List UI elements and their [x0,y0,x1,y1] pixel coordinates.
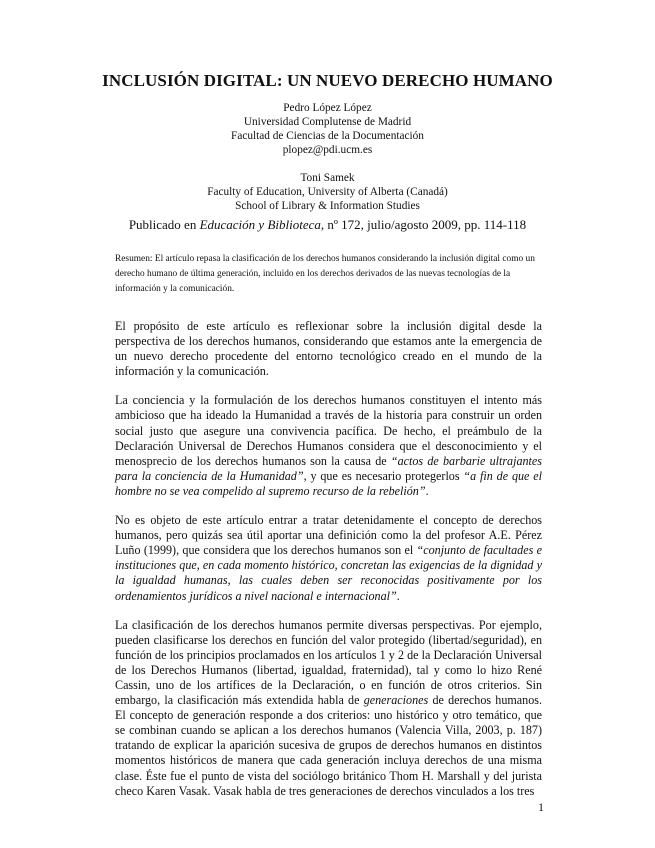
paper-title: INCLUSIÓN DIGITAL: UN NUEVO DERECHO HUMANO [102,71,553,90]
paragraph: La clasificación de los derechos humanos permite diversas perspectivas. Por ejemplo, pueden clasificarse los derechos en función del valor protegido (libertad/seguridad), en función de los principios proclamados en los artículos 1 y 2 de la Declaración Universal de los Derechos Humanos (libertad, igualdad, fraternidad), tal y como lo hizo René Cassin, uno de los artífices de la Declaración, o en función de otros criterios. Sin embargo, la clasificación más extendida habla de generaciones de derechos humanos. El concepto de generación responde a dos criterios: uno histórico y otro temático, que se combinan cuando se aplican a los derechos humanos (Valencia Villa, 2003, p. 187) tratando de explicar la aparición sucesiva de grupos de derechos humanos en distintos momentos históricos de manera que cada generación incluya derechos de una misma clase. Éste fue el punto de vista del sociólogo británico Thom H. Marshall y del jurista checo Karen Vasak. Vasak habla de tres generaciones de derechos vinculados a los tres [115,617,543,798]
author-affiliation: Faculty of Education, University of Alberta (Canadá) [207,186,448,198]
author-block [0,101,655,213]
quote: “conjunto de facultades e instituciones que, en cada momento histórico, concretan las exigencias de la dignidad y la igualdad humanas, las cuales deben ser reconocidas positivamente por los ordenamientos jurídicos a nivel nacional e internacional” [115,543,542,603]
author-affiliation: Universidad Complutense de Madrid [243,116,412,128]
quote: “actos de barbarie ultrajantes para la conciencia de la Humanidad” [115,453,542,483]
body-text [115,319,542,813]
publication-info: Publicado en Educación y Biblioteca, nº 172, julio/agosto 2009, pp. 114-118 [128,217,527,232]
journal-name: Educación y Biblioteca [199,217,321,232]
author-affiliation: Facultad de Ciencias de la Documentación [231,130,424,142]
page-number: 1 [538,800,544,814]
author-name: Pedro López López [283,102,372,114]
emphasis-term: generaciones [363,693,429,708]
paragraph: La conciencia y la formulación de los derechos humanos constituyen el intento más ambicioso que ha ideado la Humanidad a través de la historia para construir un orden social justo que asegure una convivencia pacífica. De hecho, el preámbulo de la Declaración Universal de Derechos Humanos considera que el desconocimiento y el menosprecio de los derechos humanos son la causa de “actos de barbarie ultrajantes para la conciencia de la Humanidad”, y que es necesario protegerlos “a fin de que el hombre no se vea compelido al supremo recurso de la rebelión”. [115,393,543,498]
paragraph: El propósito de este artículo es reflexionar sobre la inclusión digital desde la perspectiva de los derechos humanos, considerando que estamos ante la emergencia de un nuevo derecho procedente del entorno tecnológico creado en el mundo de la información y la comunicación. [115,319,542,379]
author-affiliation: School of Library & Information Studies [235,200,420,212]
abstract: Resumen: El artículo repasa la clasificación de los derechos humanos considerando la inclusión digital como un derecho humano de última generación, incluido en los derechos derivados de las nuevas tecnologías de la información y la comunicación. [115,254,535,294]
paragraph: No es objeto de este artículo entrar a tratar detenidamente el concepto de derechos humanos, pero quizás sea útil aportar una definición como la del profesor A.E. Pérez Luño (1999), que considera que los derechos humanos son el “conjunto de facultades e instituciones que, en cada momento histórico, concretan las exigencias de la dignidad y la igualdad humanas, las cuales deben ser reconocidas positivamente por los ordenamientos jurídicos a nivel nacional e internacional”. [115,513,542,603]
author-name: Toni Samek [300,172,355,184]
quote: “a fin de que el hombre no se vea compelido al supremo recurso de la rebelión” [115,468,543,498]
author-email: plopez@pdi.ucm.es [282,144,373,156]
